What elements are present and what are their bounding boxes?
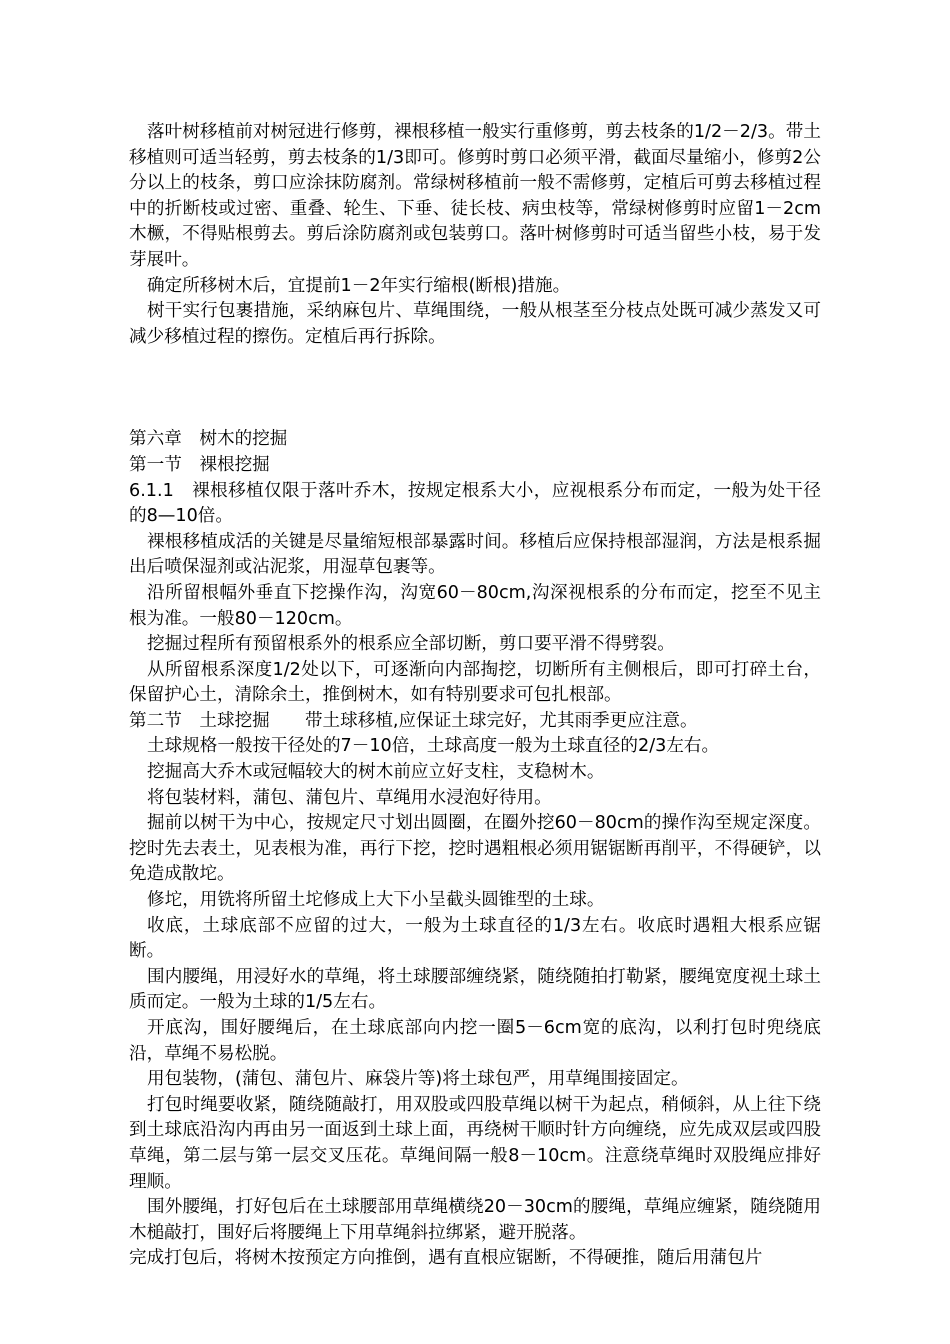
section2-title-line: 第二节 土球挖掘 带土球移植,应保证土球完好，尤其雨季更应注意。	[129, 710, 698, 731]
paragraph: 沿所留根幅外垂直下挖操作沟，沟宽60－80cm,沟深视根系的分布而定，挖至不见主根为准。一般80－120cm。	[129, 582, 821, 629]
paragraph: 将包装材料，蒲包、蒲包片、草绳用水浸泡好待用。	[147, 787, 552, 808]
paragraph-trunk-wrapping: 树干实行包裹措施，采纳麻包片、草绳围绕，一般从根茎至分枝点处既可减少蒸发又可减少移植过程的擦伤。定植后再行拆除。	[129, 301, 821, 347]
paragraph: 打包时绳要收紧，随绕随敲打，用双股或四股草绳以树干为起点，稍倾斜，从上往下绕到土球底沿沟内再由另一面返到土球上面，再绕树干顺时针方向缠绕，应先成双层或四股草绳，第二层与第一层交叉压花。草绳间隔一般8－10cm。注意绕草绳时双股绳应排好理顺。	[129, 1094, 821, 1192]
paragraph: 挖掘高大乔木或冠幅较大的树木前应立好支柱，支稳树木。	[147, 762, 605, 783]
clause-6-1-1: 6.1.1 裸根移植仅限于落叶乔木，按规定根系大小，应视根系分布而定，一般为处干径的8—10倍。	[129, 480, 821, 527]
document-page	[129, 120, 821, 1272]
paragraph-final: 完成打包后，将树木按预定方向推倒，遇有直根应锯断，不得硬推，随后用蒲包片	[129, 1248, 763, 1269]
paragraph: 掘前以树干为中心，按规定尺寸划出圆圈，在圈外挖60－80cm的操作沟至规定深度。挖时先去表土，见表根为准，再行下挖，挖时遇粗根必须用锯锯断再削平，不得硬铲，以免造成散坨。	[129, 813, 821, 885]
paragraph: 用包装物，(蒲包、蒲包片、麻袋片等)将土球包严，用草绳围接固定。	[147, 1069, 689, 1090]
section-spacer	[129, 350, 821, 427]
paragraph-root-pruning: 确定所移树木后，宜提前1－2年实行缩根(断根)措施。	[147, 275, 571, 296]
paragraph: 修坨，用铣将所留土坨修成上大下小呈截头圆锥型的土球。	[147, 890, 605, 911]
paragraph: 土球规格一般按干径处的7－10倍，土球高度一般为土球直径的2/3左右。	[147, 736, 720, 757]
paragraph: 裸根移植成活的关键是尽量缩短根部暴露时间。移植后应保持根部湿润，方法是根系掘出后喷保湿剂或沾泥浆，用湿草包裹等。	[129, 531, 821, 578]
paragraph: 从所留根系深度1/2处以下，可逐渐向内部掏挖，切断所有主侧根后，即可打碎土台，保留护心土，清除余土，推倒树木，如有特别要求可包扎根部。	[129, 659, 821, 706]
paragraph: 收底，土球底部不应留的过大，一般为土球直径的1/3左右。收底时遇粗大根系应锯断。	[129, 915, 821, 962]
section1-title: 第一节 裸根挖掘	[129, 454, 270, 475]
chapter-title: 第六章 树木的挖掘	[129, 429, 288, 450]
paragraph: 挖掘过程所有预留根系外的根系应全部切断，剪口要平滑不得劈裂。	[147, 634, 675, 655]
paragraph: 开底沟，围好腰绳后，在土球底部向内挖一圈5－6cm宽的底沟，以利打包时兜绕底沿，草绳不易松脱。	[129, 1018, 821, 1064]
paragraph-pruning: 落叶树移植前对树冠进行修剪，裸根移植一般实行重修剪，剪去枝条的1/2－2/3。带土移植则可适当轻剪，剪去枝条的1/3即可。修剪时剪口必须平滑，截面尽量缩小，修剪2公分以上的枝条，剪口应涂抹防腐剂。常绿树移植前一般不需修剪，定植后可剪去移植过程中的折断枝或过密、重叠、轮生、下垂、徒长枝、病虫枝等，常绿树修剪时应留1－2cm木橛，不得贴根剪去。剪后涂防腐剂或包装剪口。落叶树修剪时可适当留些小枝，易于发芽展叶。	[129, 122, 821, 270]
paragraph: 围内腰绳，用浸好水的草绳，将土球腰部缠绕紧，随绕随拍打勒紧，腰绳宽度视土球土质而定。一般为土球的1/5左右。	[129, 966, 821, 1013]
paragraph: 围外腰绳，打好包后在土球腰部用草绳横绕20－30cm的腰绳，草绳应缠紧，随绕随用木槌敲打，围好后将腰绳上下用草绳斜拉绑紧，避开脱落。	[129, 1197, 821, 1243]
